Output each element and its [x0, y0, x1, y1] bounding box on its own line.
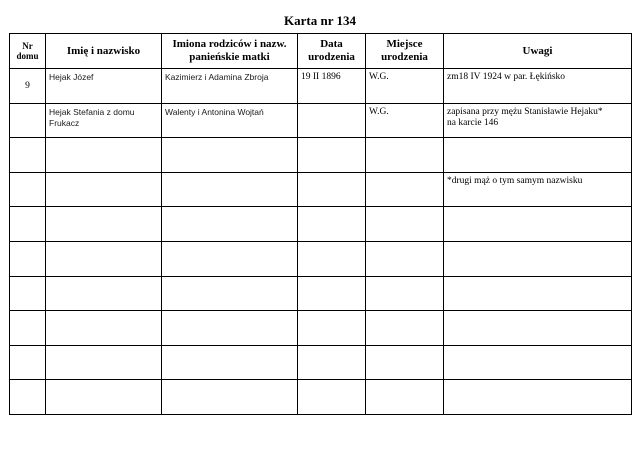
header-birth-date: Data urodzenia	[298, 34, 366, 69]
cell-house-number	[10, 345, 46, 380]
cell-birth-place-text	[366, 311, 443, 314]
cell-birth-date	[298, 380, 366, 415]
cell-birth-date-text	[298, 173, 365, 176]
cell-parents-text	[162, 138, 297, 141]
cell-house-number-text: 9	[25, 81, 30, 91]
cell-name	[46, 345, 162, 380]
cell-house-number	[10, 207, 46, 242]
cell-parents-text	[162, 277, 297, 280]
cell-name-text	[46, 311, 161, 314]
cell-name	[46, 207, 162, 242]
cell-parents	[162, 138, 298, 173]
register-table	[9, 33, 632, 415]
cell-birth-place-text	[366, 380, 443, 383]
cell-parents-text: Walenty i Antonina Wojtań	[165, 106, 264, 117]
cell-parents	[162, 69, 298, 104]
cell-birth-date	[298, 345, 366, 380]
cell-birth-place-text	[366, 173, 443, 176]
table-row	[10, 241, 632, 276]
cell-birth-place	[366, 276, 444, 311]
cell-house-number-text	[10, 242, 45, 254]
cell-house-number	[10, 103, 46, 138]
cell-birth-place	[366, 311, 444, 346]
cell-name	[46, 172, 162, 207]
cell-birth-place-text	[366, 346, 443, 349]
cell-notes-text	[444, 346, 631, 349]
cell-parents-text	[162, 346, 297, 349]
table-row	[10, 172, 632, 207]
cell-birth-date	[298, 241, 366, 276]
cell-birth-place-text	[366, 138, 443, 141]
cell-notes-text	[444, 277, 631, 280]
cell-name-text	[46, 277, 161, 280]
table-row	[10, 276, 632, 311]
cell-birth-place	[366, 69, 444, 104]
cell-parents	[162, 103, 298, 138]
cell-house-number	[10, 138, 46, 173]
cell-name-text	[46, 346, 161, 349]
cell-house-number	[10, 380, 46, 415]
cell-birth-date-text	[298, 104, 365, 107]
cell-parents-text	[162, 311, 297, 314]
cell-house-number-text	[10, 138, 45, 150]
cell-birth-date	[298, 207, 366, 242]
cell-notes-text	[444, 207, 631, 210]
cell-notes	[444, 241, 632, 276]
cell-notes	[444, 172, 632, 207]
cell-name-text	[46, 207, 161, 210]
table-row	[10, 380, 632, 415]
cell-birth-date	[298, 311, 366, 346]
cell-parents-text	[162, 207, 297, 210]
cell-notes	[444, 138, 632, 173]
cell-parents	[162, 345, 298, 380]
cell-notes	[444, 380, 632, 415]
cell-birth-place	[366, 172, 444, 207]
table-row	[10, 138, 632, 173]
cell-name-text	[46, 138, 161, 141]
cell-house-number	[10, 69, 46, 104]
cell-birth-date	[298, 276, 366, 311]
header-house-number: Nr domu	[10, 34, 46, 69]
header-notes: Uwagi	[444, 34, 632, 69]
header-parents: Imiona rodziców i nazw. panieńskie matki	[162, 34, 298, 69]
cell-birth-place-text: W.G.	[369, 106, 389, 117]
cell-house-number-text	[10, 207, 45, 219]
cell-house-number-text	[10, 380, 45, 392]
header-birth-place: Miejsce urodzenia	[366, 34, 444, 69]
cell-notes-text	[444, 138, 631, 141]
cell-birth-date	[298, 69, 366, 104]
cell-name-text	[46, 242, 161, 245]
cell-name-text	[46, 173, 161, 176]
cell-house-number-text	[10, 346, 45, 358]
cell-notes-text: zapisana przy mężu Stanisławie Hejaku* na karcie 146	[447, 106, 603, 128]
cell-name	[46, 103, 162, 138]
cell-notes-text	[444, 311, 631, 314]
cell-birth-date-text	[298, 346, 365, 349]
cell-name	[46, 380, 162, 415]
cell-house-number	[10, 311, 46, 346]
header-row	[10, 34, 632, 69]
card-title: Karta nr 134	[284, 13, 356, 28]
cell-notes	[444, 345, 632, 380]
cell-birth-place	[366, 207, 444, 242]
cell-name-text: Hejak Józef	[49, 72, 94, 82]
cell-name	[46, 241, 162, 276]
cell-name	[46, 311, 162, 346]
cell-notes	[444, 103, 632, 138]
table-row	[10, 311, 632, 346]
cell-birth-place	[366, 241, 444, 276]
cell-name	[46, 276, 162, 311]
cell-birth-date	[298, 103, 366, 138]
cell-birth-place-text: W.G.	[369, 72, 389, 82]
cell-parents	[162, 172, 298, 207]
cell-notes-text: *drugi mąż o tym samym nazwisku	[447, 175, 583, 186]
cell-name-text: Hejak Stefania z domu Frukacz	[49, 106, 135, 128]
cell-parents	[162, 311, 298, 346]
cell-birth-date-text	[298, 311, 365, 314]
cell-name-text	[46, 380, 161, 383]
cell-house-number	[10, 276, 46, 311]
cell-birth-date-text	[298, 380, 365, 383]
cell-parents	[162, 207, 298, 242]
cell-parents	[162, 241, 298, 276]
table-row	[10, 69, 632, 104]
cell-birth-place-text	[366, 242, 443, 245]
cell-birth-place	[366, 138, 444, 173]
cell-birth-date-text	[298, 138, 365, 141]
cell-notes	[444, 69, 632, 104]
cell-birth-date	[298, 172, 366, 207]
table-row	[10, 345, 632, 380]
register-body	[10, 69, 632, 415]
cell-birth-place	[366, 345, 444, 380]
table-row	[10, 103, 632, 138]
cell-birth-date-text	[298, 207, 365, 210]
cell-house-number-text	[10, 104, 45, 116]
cell-birth-place-text	[366, 277, 443, 280]
cell-house-number	[10, 172, 46, 207]
cell-notes-text	[444, 242, 631, 245]
cell-birth-date-text: 19 II 1896	[301, 72, 341, 82]
cell-notes	[444, 207, 632, 242]
cell-notes-text: zm18 IV 1924 w par. Łękińsko	[447, 72, 566, 82]
cell-parents-text: Kazimierz i Adamina Zbroja	[165, 72, 269, 82]
cell-name	[46, 138, 162, 173]
cell-birth-date	[298, 138, 366, 173]
cell-house-number-text	[10, 173, 45, 185]
table-row	[10, 207, 632, 242]
cell-parents-text	[162, 173, 297, 176]
cell-parents-text	[162, 242, 297, 245]
cell-parents	[162, 276, 298, 311]
cell-notes-text	[444, 380, 631, 383]
cell-house-number	[10, 241, 46, 276]
cell-notes	[444, 311, 632, 346]
cell-birth-place	[366, 380, 444, 415]
cell-parents-text	[162, 380, 297, 383]
cell-birth-place	[366, 103, 444, 138]
cell-birth-date-text	[298, 242, 365, 245]
header-name: Imię i nazwisko	[46, 34, 162, 69]
cell-house-number-text	[10, 311, 45, 323]
cell-birth-date-text	[298, 277, 365, 280]
cell-name	[46, 69, 162, 104]
cell-house-number-text	[10, 277, 45, 289]
cell-notes	[444, 276, 632, 311]
cell-birth-place-text	[366, 207, 443, 210]
cell-parents	[162, 380, 298, 415]
